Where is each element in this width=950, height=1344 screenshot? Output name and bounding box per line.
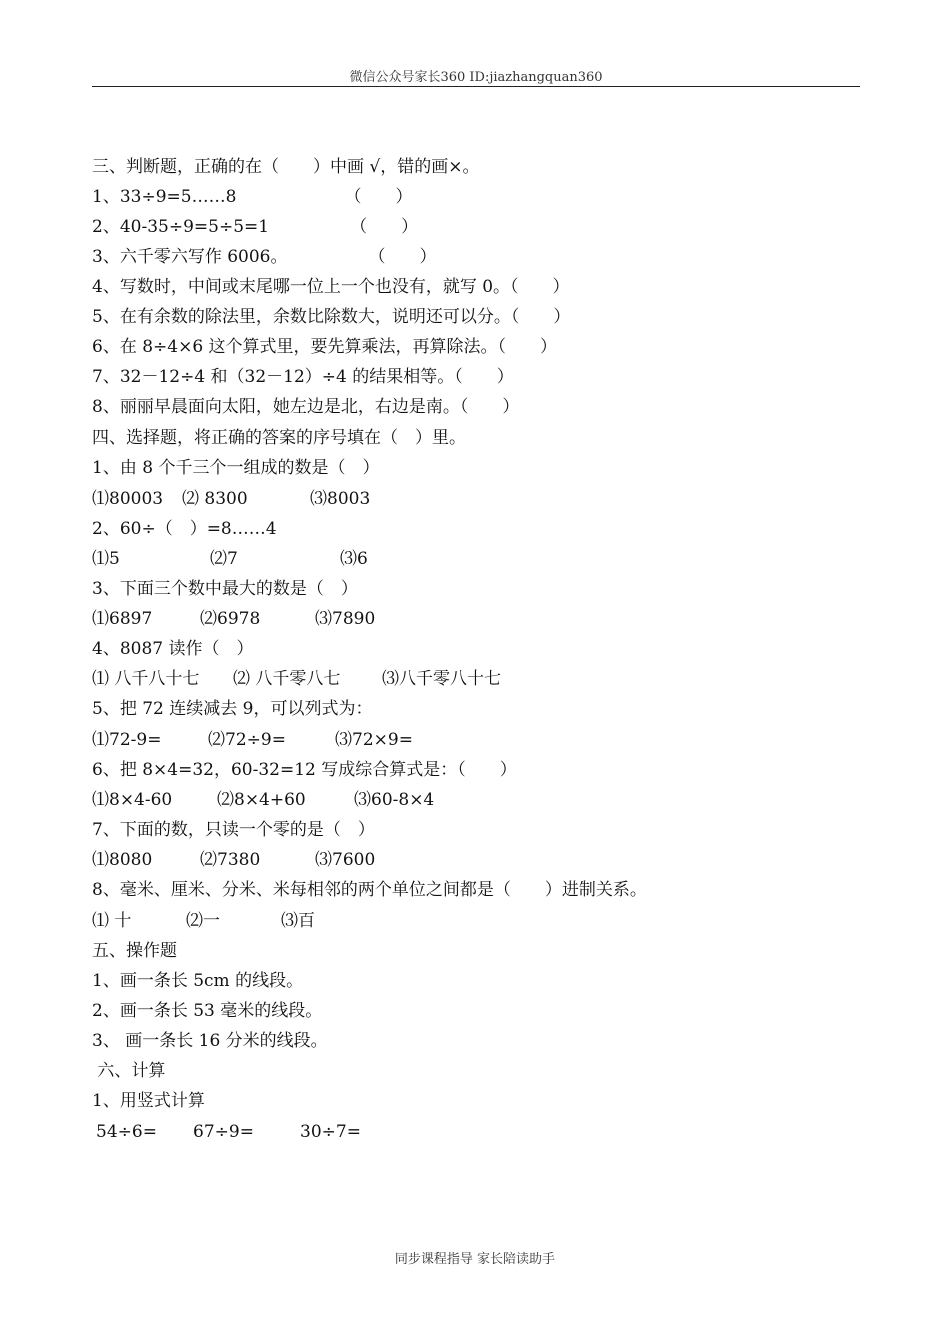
header-rule bbox=[92, 86, 860, 87]
choice-5-option-3: ⑶72×9= bbox=[335, 730, 413, 750]
choice-8-option-3: ⑶百 bbox=[281, 911, 315, 931]
choice-8-option-2: ⑵一 bbox=[186, 911, 220, 931]
choice-4-option-3: ⑶八千零八十七 bbox=[382, 669, 501, 689]
choice-question-5: 5、把 72 连续减去 9，可以列式为： bbox=[92, 699, 373, 719]
choice-question-3: 3、下面三个数中最大的数是（ ） bbox=[92, 579, 358, 599]
choice-1-option-3: ⑶8003 bbox=[310, 489, 371, 509]
choice-8-option-1: ⑴ 十 bbox=[92, 911, 132, 931]
choice-question-7: 7、下面的数，只读一个零的是（ ） bbox=[92, 820, 375, 840]
operation-item-3: 3、 画一条长 16 分米的线段。 bbox=[92, 1031, 328, 1051]
page-header: 微信公众号家长360 ID:jiazhangquan360 bbox=[349, 70, 603, 85]
judge-item-8: 8、丽丽早晨面向太阳，她左边是北，右边是南。（ ） bbox=[92, 397, 520, 417]
choice-3-option-1: ⑴6897 bbox=[92, 609, 153, 629]
choice-4-option-1: ⑴ 八千八十七 bbox=[92, 669, 200, 689]
judge-item-1: 1、33÷9=5……8 （ ） bbox=[92, 187, 413, 207]
choice-question-6: 6、把 8×4=32，60-32=12 写成综合算式是：（ ） bbox=[92, 760, 517, 780]
choice-4-option-2: ⑵ 八千零八七 bbox=[233, 669, 341, 689]
judge-item-5: 5、在有余数的除法里，余数比除数大，说明还可以分。（ ） bbox=[92, 307, 571, 327]
calc-1: 54÷6= bbox=[96, 1122, 157, 1142]
calc-3: 30÷7= bbox=[300, 1122, 361, 1142]
choice-3-option-3: ⑶7890 bbox=[315, 609, 376, 629]
section6-subtitle: 1、用竖式计算 bbox=[92, 1091, 205, 1111]
judge-item-7: 7、32－12÷4 和（32－12）÷4 的结果相等。（ ） bbox=[92, 367, 514, 387]
choice-5-option-2: ⑵72÷9= bbox=[208, 730, 286, 750]
choice-question-8: 8、毫米、厘米、分米、米每相邻的两个单位之间都是（ ）进制关系。 bbox=[92, 880, 647, 900]
choice-1-option-1: ⑴80003 bbox=[92, 489, 164, 509]
choice-question-2: 2、60÷（ ）=8……4 bbox=[92, 519, 277, 539]
judge-item-6: 6、在 8÷4×6 这个算式里，要先算乘法，再算除法。（ ） bbox=[92, 337, 558, 357]
choice-5-option-1: ⑴72-9= bbox=[92, 730, 162, 750]
section3-title: 三、判断题，正确的在（ ）中画 √，错的画×。 bbox=[92, 157, 480, 177]
choice-6-option-2: ⑵8×4+60 bbox=[217, 790, 306, 810]
choice-6-option-3: ⑶60-8×4 bbox=[354, 790, 435, 810]
choice-2-option-3: ⑶6 bbox=[340, 549, 368, 569]
section4-title: 四、选择题，将正确的答案的序号填在（ ）里。 bbox=[92, 428, 466, 448]
choice-question-4: 4、8087 读作（ ） bbox=[92, 639, 254, 659]
page-footer: 同步课程指导 家长陪读助手 bbox=[394, 1252, 556, 1267]
choice-6-option-1: ⑴8×4-60 bbox=[92, 790, 173, 810]
section6-title: 六、计算 bbox=[92, 1061, 166, 1081]
choice-1-option-2: ⑵ 8300 bbox=[182, 489, 248, 509]
operation-item-2: 2、画一条长 53 毫米的线段。 bbox=[92, 1001, 323, 1021]
choice-7-option-2: ⑵7380 bbox=[200, 850, 261, 870]
choice-2-option-2: ⑵7 bbox=[210, 549, 238, 569]
choice-2-option-1: ⑴5 bbox=[92, 549, 120, 569]
choice-3-option-2: ⑵6978 bbox=[200, 609, 261, 629]
judge-item-2: 2、40-35÷9=5÷5=1 （ ） bbox=[92, 217, 419, 237]
choice-question-1: 1、由 8 个千三个一组成的数是（ ） bbox=[92, 458, 380, 478]
section5-title: 五、操作题 bbox=[92, 941, 177, 961]
choice-7-option-3: ⑶7600 bbox=[315, 850, 376, 870]
choice-7-option-1: ⑴8080 bbox=[92, 850, 153, 870]
judge-item-4: 4、写数时，中间或末尾哪一位上一个也没有，就写 0。（ ） bbox=[92, 277, 570, 297]
operation-item-1: 1、画一条长 5cm 的线段。 bbox=[92, 971, 304, 991]
calc-2: 67÷9= bbox=[193, 1122, 254, 1142]
judge-item-3: 3、六千零六写作 6006。 （ ） bbox=[92, 247, 437, 267]
